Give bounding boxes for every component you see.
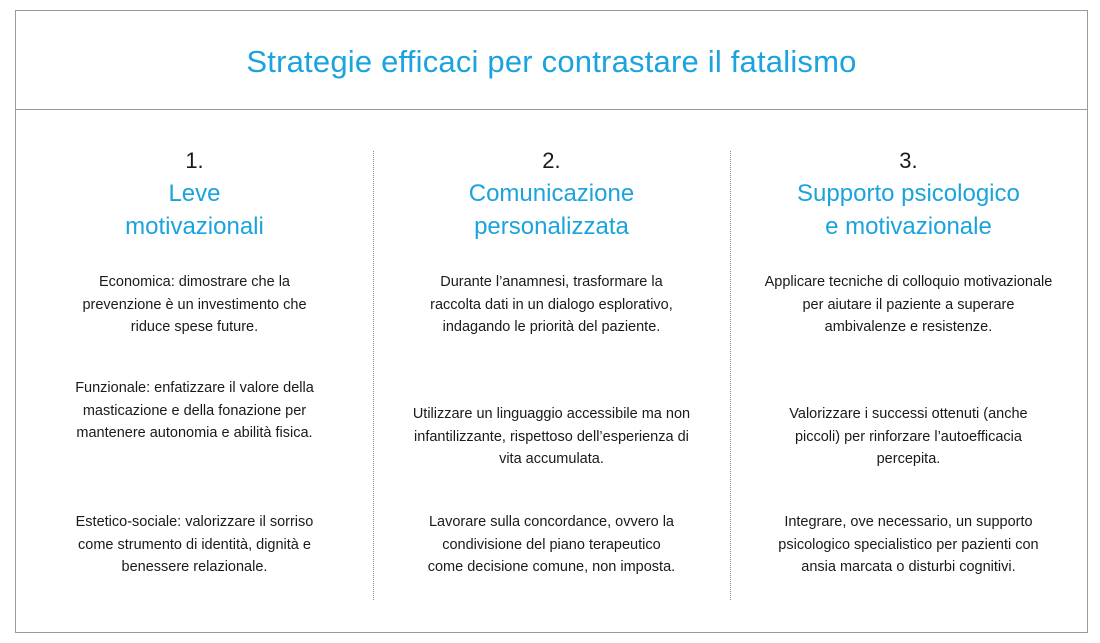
strategy-paragraph: Utilizzare un linguaggio accessibile ma non infantilizzante, rispettoso dell’esperienza di vita accumulata. [412, 406, 691, 467]
strategy-paragraph: Lavorare sulla concordance, ovvero la condivisione del piano terapeutico come decisione comune, non imposta. [427, 514, 676, 575]
page-title: Strategie efficaci per contrastare il fatalismo [246, 44, 857, 79]
strategy-column-3 [730, 111, 1087, 632]
strategy-paragraph: Funzionale: enfatizzare il valore della masticazione e della fonazione per mantenere autonomia e abilità fisica. [75, 380, 314, 441]
strategy-heading [401, 177, 701, 243]
strategy-paragraph: Valorizzare i successi ottenuti (anche piccoli) per rinforzare l’autoefficacia percepita. [789, 406, 1028, 467]
strategy-paragraph: Applicare tecniche di colloquio motivazionale per aiutare il paziente a superare ambivalenze e resistenze. [764, 274, 1053, 335]
strategy-heading-line: motivazionali [125, 213, 264, 240]
strategy-heading-line: Supporto psicologico [797, 180, 1020, 207]
infographic-frame [15, 10, 1088, 633]
strategy-paragraph: Integrare, ove necessario, un supporto psicologico specialistico per pazienti con ansia marcata o disturbi cognitivi. [778, 514, 1039, 575]
strategy-paragraph: Estetico-sociale: valorizzare il sorriso come strumento di identità, dignità e benessere relazionale. [75, 514, 314, 575]
title-bar [16, 11, 1087, 110]
strategy-heading-line: e motivazionale [825, 213, 992, 240]
strategy-number: 3. [899, 148, 918, 173]
strategy-column-2 [373, 111, 730, 632]
strategy-number: 1. [185, 148, 204, 173]
strategy-paragraph: Durante l’anamnesi, trasformare la raccolta dati in un dialogo esplorativo, indagando le priorità del paziente. [430, 274, 673, 335]
strategy-columns [16, 111, 1087, 632]
strategy-heading [758, 177, 1058, 243]
strategy-number: 2. [542, 148, 561, 173]
strategy-column-1 [16, 111, 373, 632]
strategy-heading [44, 177, 344, 243]
strategy-heading-line: personalizzata [474, 213, 629, 240]
strategy-heading-line: Comunicazione [468, 180, 635, 207]
strategy-paragraph: Economica: dimostrare che la prevenzione è un investimento che riduce spese future. [82, 274, 307, 335]
strategy-heading-line: Leve [168, 180, 221, 207]
